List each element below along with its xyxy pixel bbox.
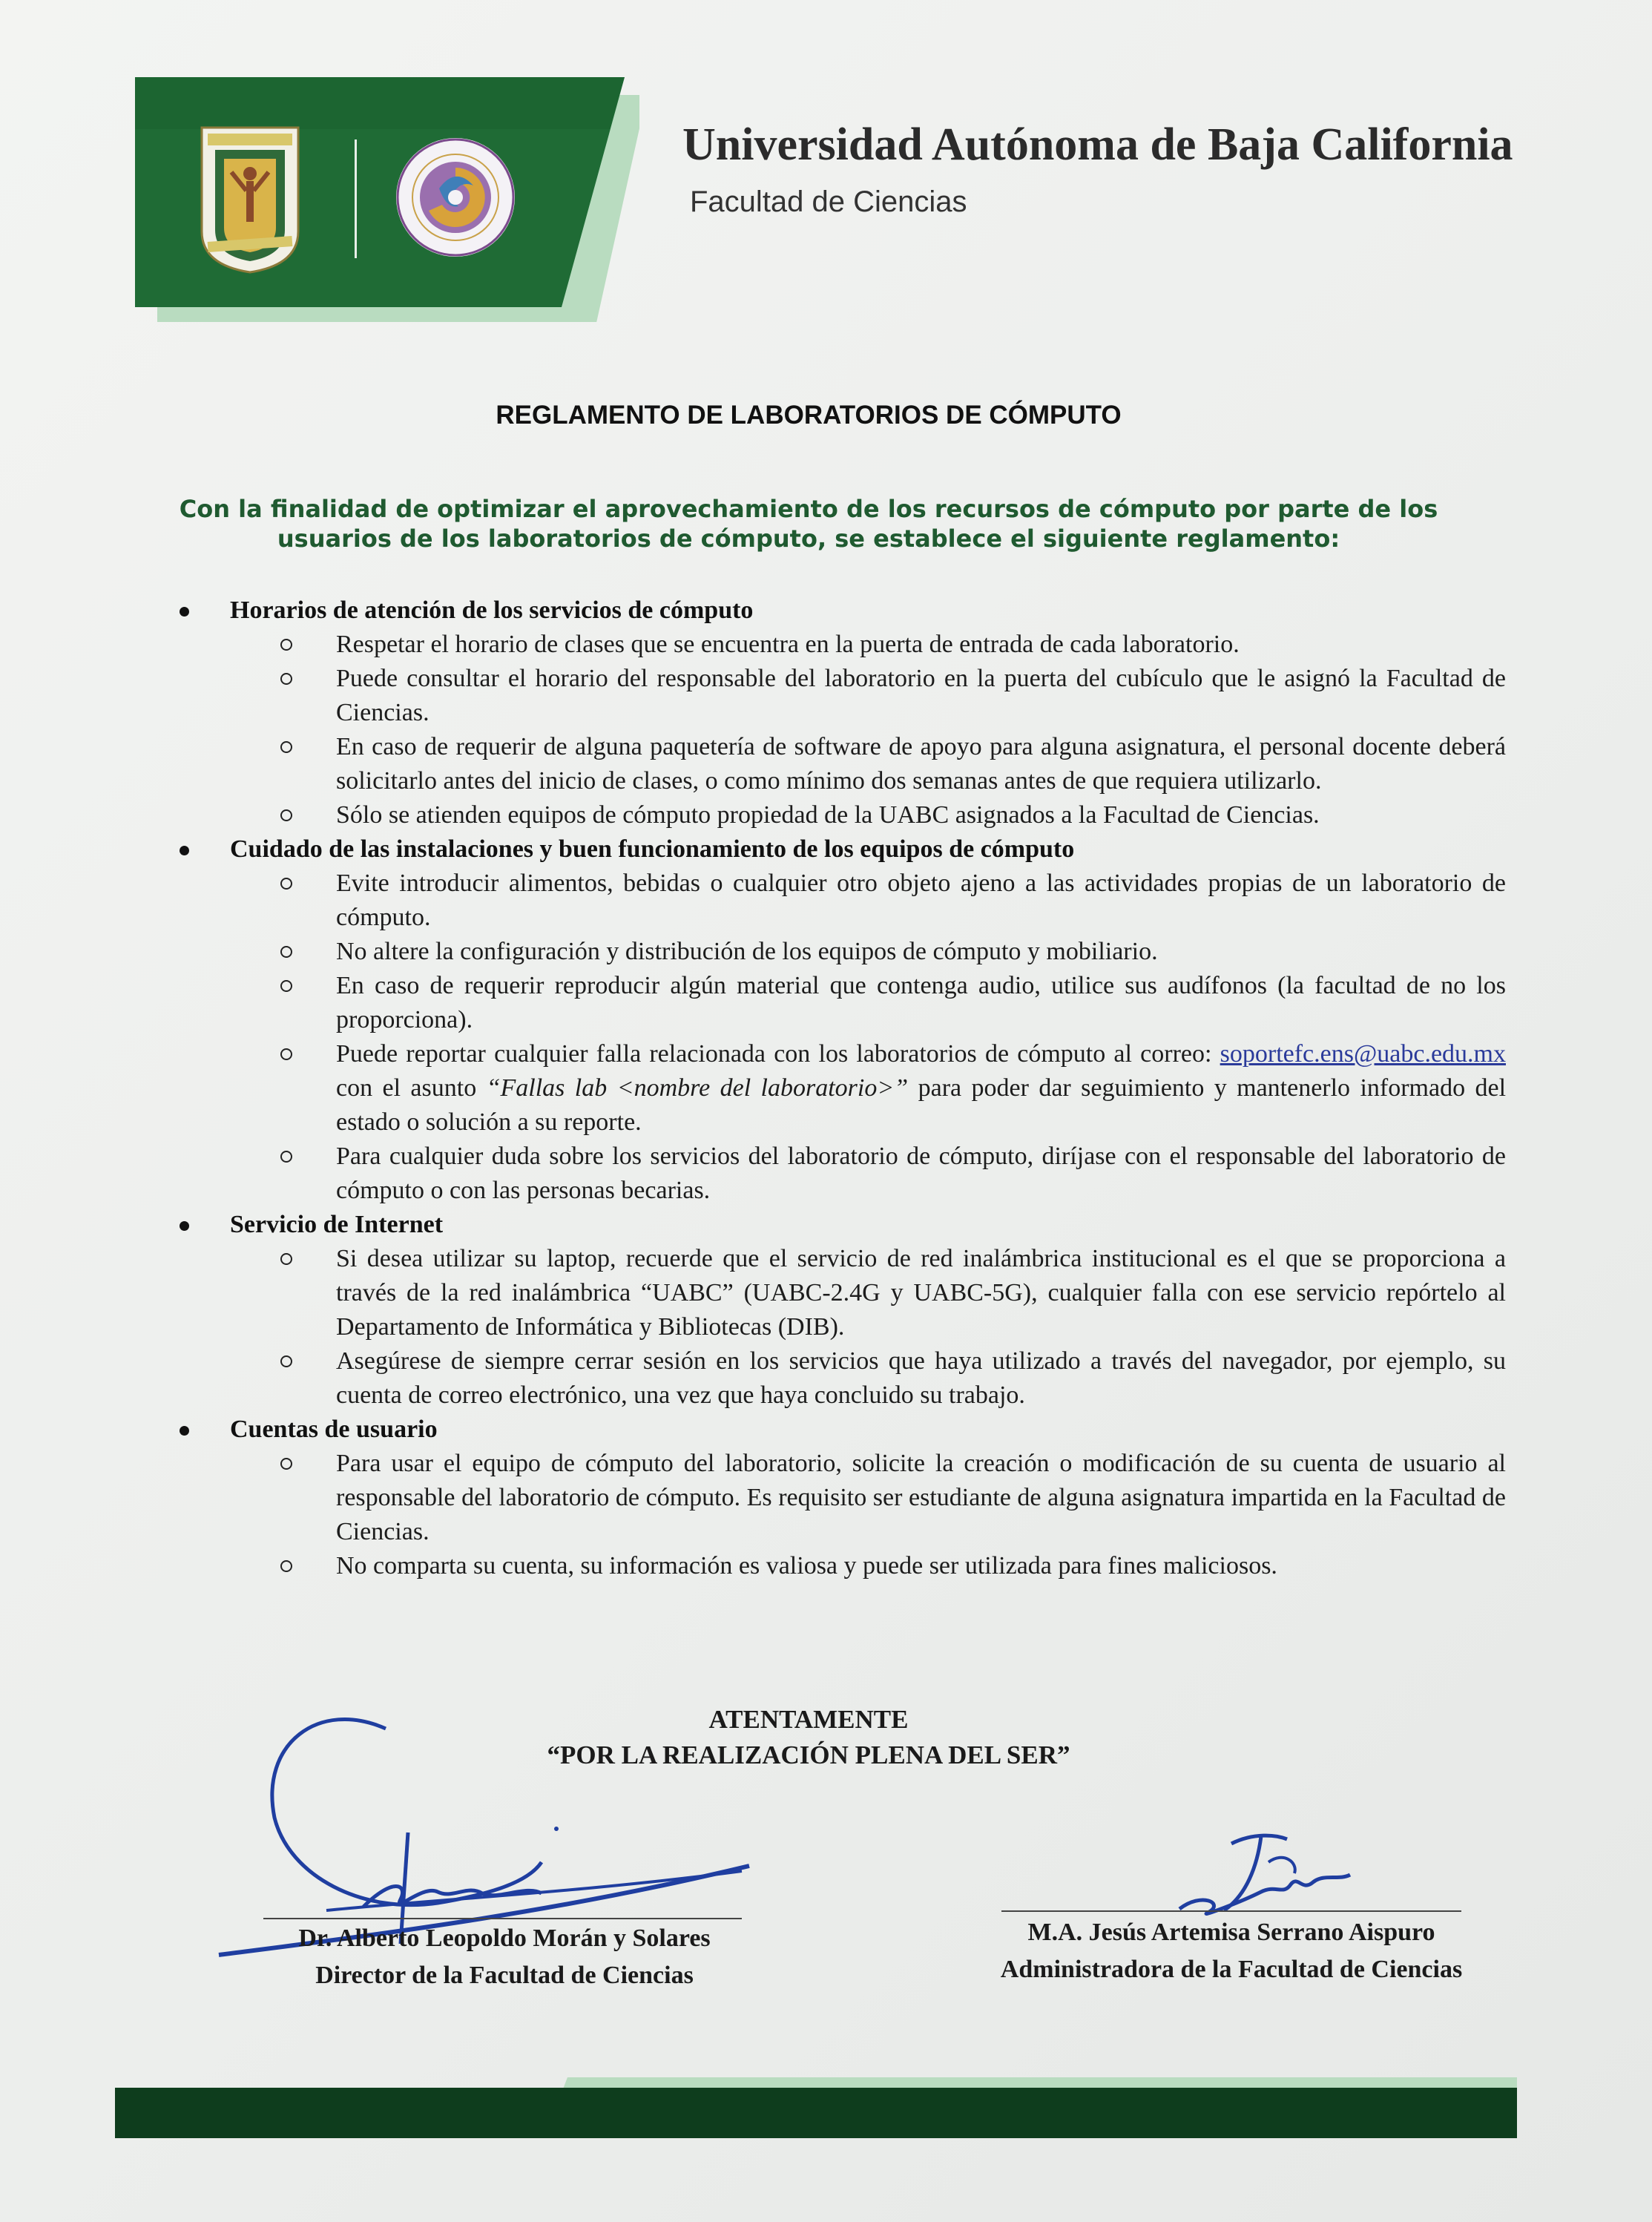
signatory-role: Administradora de la Facultad de Ciencias (1000, 1956, 1463, 1983)
section-title: Servicio de Internet (230, 1211, 444, 1238)
university-shield-icon (194, 120, 306, 276)
administrator-signature (1172, 1821, 1358, 1922)
faculty-name: Facultad de Ciencias (690, 185, 967, 218)
signature-line-director (263, 1918, 742, 1919)
circle-bullet-icon (280, 1048, 292, 1060)
section-cuidado (171, 832, 1506, 1208)
email-subject: “Fallas lab <nombre del laboratorio>” (486, 1074, 909, 1102)
university-name: Universidad Autónoma de Baja California (682, 119, 1513, 170)
footer-band-shape (115, 2077, 1517, 2138)
list-item: Respetar el horario de clases que se encuentra en la puerta de entrada de cada laboratorio. (230, 628, 1506, 662)
list-item: No comparta su cuenta, su información es valiosa y puede ser utilizada para fines maliciosos. (230, 1549, 1506, 1583)
circle-bullet-icon (280, 741, 292, 753)
bullet-icon (180, 607, 189, 617)
list-item: No altere la configuración y distribución de los equipos de cómputo y mobiliario. (230, 935, 1506, 969)
bullet-icon (180, 846, 189, 855)
circle-bullet-icon (280, 1355, 292, 1367)
document-title: REGLAMENTO DE LABORATORIOS DE CÓMPUTO (496, 401, 1122, 430)
closing-salutation: ATENTAMENTE (708, 1705, 909, 1734)
list-item: Evite introducir alimentos, bebidas o cualquier otro objeto ajeno a las actividades propias de un laboratorio de cómputo. (230, 867, 1506, 935)
header-band (135, 77, 625, 307)
circle-bullet-icon (280, 1253, 292, 1265)
regulation-content (171, 594, 1506, 1583)
support-email-link[interactable]: soportefc.ens@uabc.edu.mx (1220, 1040, 1506, 1068)
faculty-seal-icon (395, 137, 517, 259)
signature-line-administrator (1001, 1910, 1461, 1912)
circle-bullet-icon (280, 1151, 292, 1163)
bullet-icon (180, 1221, 189, 1231)
circle-bullet-icon (280, 639, 292, 651)
circle-bullet-icon (280, 946, 292, 958)
footer-band (115, 2077, 1517, 2138)
section-horarios (171, 594, 1506, 832)
list-item: Si desea utilizar su laptop, recuerde que el servicio de red inalámbrica institucional es el que se proporciona a través de la red inalámbrica “UABC” (UABC-2.4G y UABC-5G), cualquier falla con ese servicio repórtelo al Departamento de Informática y Bibliotecas (DIB). (230, 1242, 1506, 1344)
intro-paragraph: Con la finalidad de optimizar el aprovechamiento de los recursos de cómputo por parte de los usuarios de los laboratorios de cómputo, se establece el siguiente reglamento: (179, 495, 1438, 553)
list-item: Puede reportar cualquier falla relacionada con los laboratorios de cómputo al correo: soportefc.ens@uabc.edu.mx con el asunto “Fallas lab <nombre del laboratorio>” para poder dar seguimiento y mantenerlo informado del estado o solución a su reporte. (230, 1037, 1506, 1140)
logo-divider (355, 139, 357, 258)
circle-bullet-icon (280, 1560, 292, 1572)
section-cuentas (171, 1413, 1506, 1583)
list-item: Asegúrese de siempre cerrar sesión en los servicios que haya utilizado a través del navegador, por ejemplo, su cuenta de correo electrónico, una vez que haya concluido su trabajo. (230, 1344, 1506, 1413)
list-item: Puede consultar el horario del responsable del laboratorio en la puerta del cubículo que le asignó la Facultad de Ciencias. (230, 662, 1506, 730)
signatory-name: M.A. Jesús Artemisa Serrano Aispuro (1027, 1919, 1435, 1946)
list-item: Para usar el equipo de cómputo del laboratorio, solicite la creación o modificación de su cuenta de usuario al responsable del laboratorio de cómputo. Es requisito ser estudiante de alguna asignatura impartida en la Facultad de Ciencias. (230, 1447, 1506, 1549)
closing-motto: “POR LA REALIZACIÓN PLENA DEL SER” (547, 1741, 1070, 1769)
signatory-director (208, 1920, 801, 1994)
list-item: En caso de requerir reproducir algún material que contenga audio, utilice sus audífonos (la facultad de no los proporciona). (230, 969, 1506, 1037)
list-item: Sólo se atienden equipos de cómputo propiedad de la UABC asignados a la Facultad de Ciencias. (230, 798, 1506, 832)
bullet-icon (180, 1426, 189, 1436)
signatory-administrator (935, 1914, 1528, 1988)
circle-bullet-icon (280, 1458, 292, 1470)
circle-bullet-icon (280, 878, 292, 890)
section-title: Horarios de atención de los servicios de cómputo (230, 596, 754, 624)
list-item: Para cualquier duda sobre los servicios del laboratorio de cómputo, diríjase con el responsable del laboratorio de cómputo o con las personas becarias. (230, 1140, 1506, 1208)
list-item: En caso de requerir de alguna paquetería de software de apoyo para alguna asignatura, el personal docente deberá solicitarlo antes del inicio de clases, o como mínimo dos semanas antes de que requiera utilizarlo. (230, 730, 1506, 798)
signatory-name: Dr. Alberto Leopoldo Morán y Solares (298, 1924, 711, 1952)
section-title: Cuidado de las instalaciones y buen funcionamiento de los equipos de cómputo (230, 835, 1075, 863)
section-title: Cuentas de usuario (230, 1416, 438, 1443)
circle-bullet-icon (280, 673, 292, 685)
circle-bullet-icon (280, 809, 292, 821)
section-internet (171, 1208, 1506, 1413)
circle-bullet-icon (280, 980, 292, 992)
signatory-role: Director de la Facultad de Ciencias (315, 1962, 694, 1989)
